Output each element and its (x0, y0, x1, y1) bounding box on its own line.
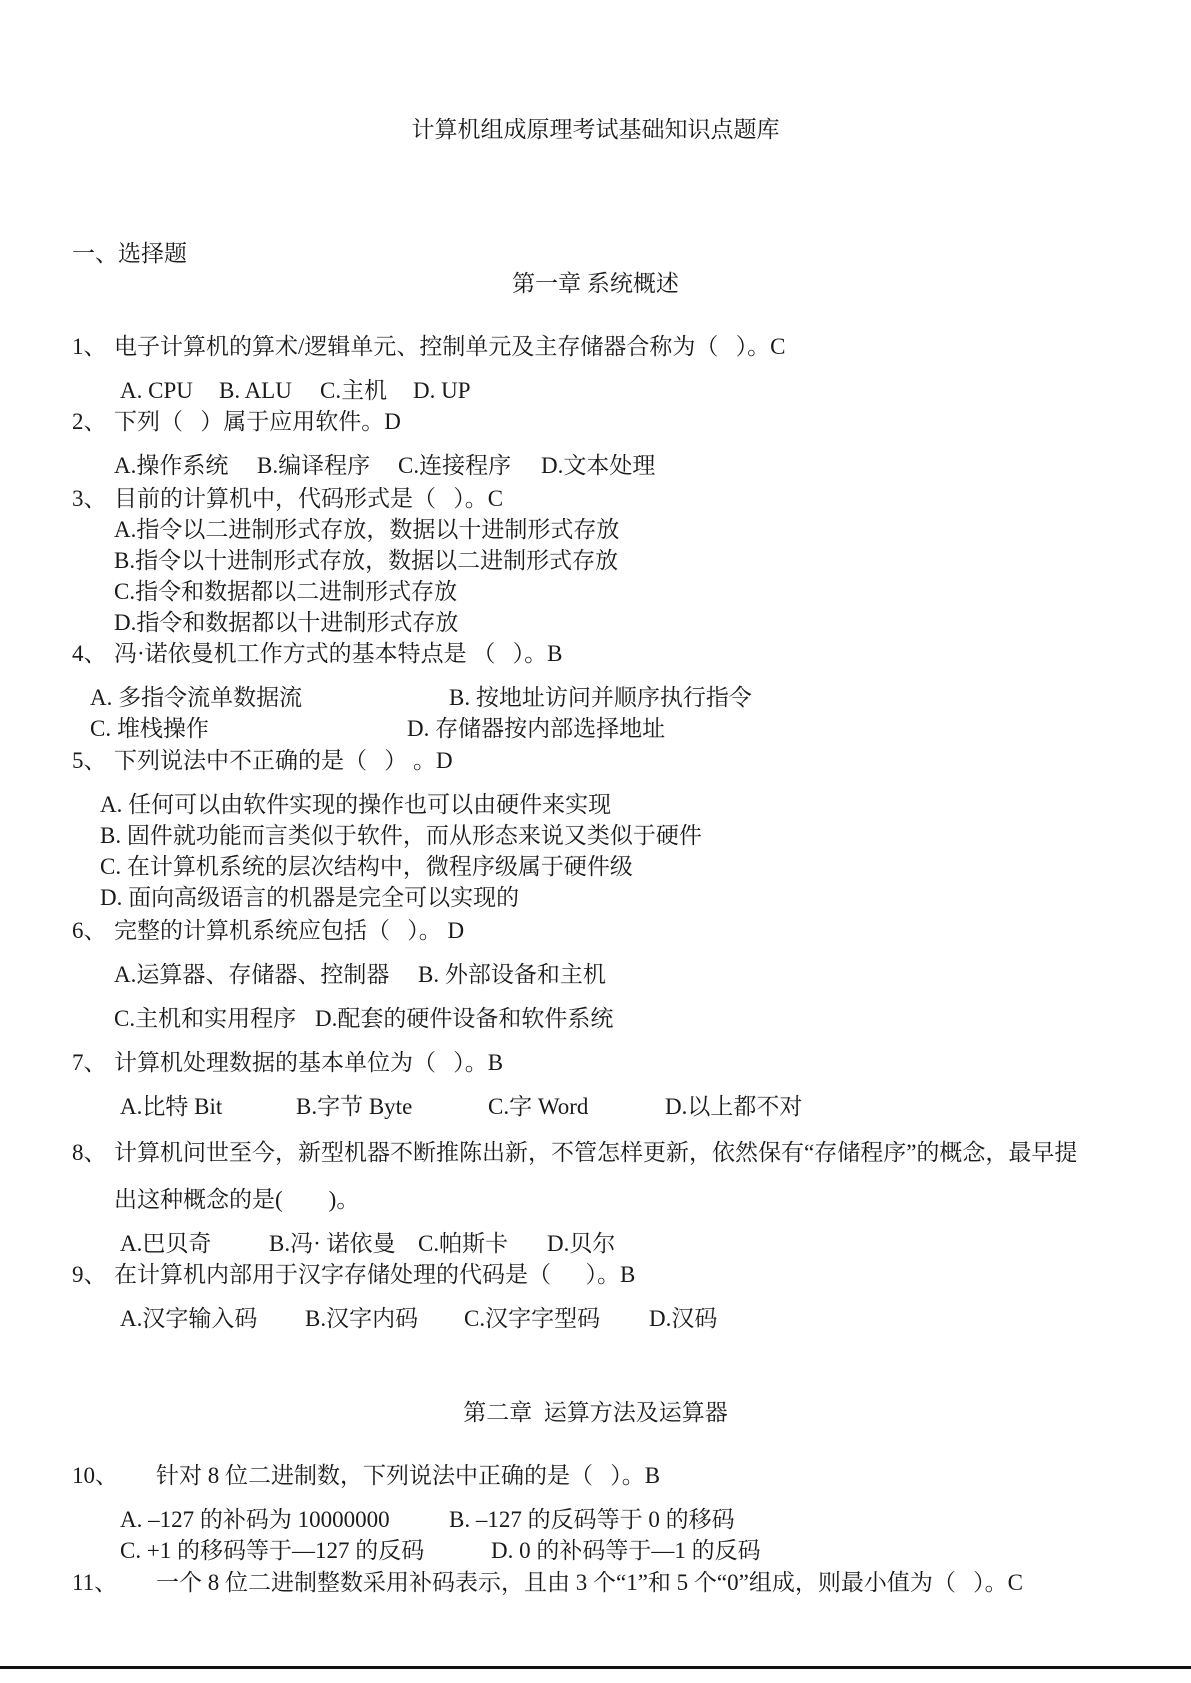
option-b: B.编译程序 (257, 453, 371, 478)
question-text: 计算机处理数据的基本单位为（ ）。B (114, 1050, 504, 1075)
question-text: 下列说法中不正确的是（ ） 。D (114, 748, 453, 773)
option-b: B. ALU (219, 378, 292, 403)
option-c: C.主机 (320, 378, 388, 403)
option-c: C.汉字字型码 (464, 1306, 601, 1331)
question-text: 计算机问世至今，新型机器不断推陈出新，不管怎样更新，依然保有“存储程序”的概念，最早提 (114, 1140, 1078, 1165)
option-b: B.指令以十进制形式存放，数据以二进制形式存放 (114, 548, 619, 573)
option-d: D. 存储器按内部选择地址 (407, 716, 666, 741)
question-text: 在计算机内部用于汉字存储处理的代码是（ ）。B (114, 1262, 636, 1287)
chapter-1-heading: 第一章 系统概述 (512, 271, 679, 296)
option-a: A.比特 Bit (120, 1094, 223, 1119)
option-b: B. –127 的反码等于 0 的移码 (449, 1507, 735, 1532)
question-text: 电子计算机的算术/逻辑单元、控制单元及主存储器合称为（ ）。C (114, 334, 786, 359)
question-number: 11、 (72, 1570, 118, 1595)
option-b: B.汉字内码 (305, 1306, 419, 1331)
option-d: D.贝尔 (547, 1231, 616, 1256)
option-a: A.运算器、存储器、控制器 (114, 962, 390, 987)
option-a: A.汉字输入码 (120, 1306, 258, 1331)
question-text: 冯·诺依曼机工作方式的基本特点是 （ ）。B (114, 641, 563, 666)
question-number: 4、 (72, 641, 107, 666)
option-c: C. +1 的移码等于—127 的反码 (120, 1538, 425, 1563)
option-b: B.冯· 诺依曼 (269, 1231, 396, 1256)
option-a: A. 任何可以由软件实现的操作也可以由硬件来实现 (100, 792, 612, 817)
question-text: 完整的计算机系统应包括（ ）。 D (114, 918, 465, 943)
option-d: D.汉码 (649, 1306, 718, 1331)
option-d: D.指令和数据都以十进制形式存放 (114, 610, 459, 635)
option-b: B. 按地址访问并顺序执行指令 (449, 685, 752, 710)
question-number: 3、 (72, 486, 107, 511)
page-title: 计算机组成原理考试基础知识点题库 (411, 117, 780, 142)
option-a: A. 多指令流单数据流 (90, 685, 303, 710)
option-a: A.指令以二进制形式存放，数据以十进制形式存放 (114, 517, 620, 542)
question-number: 1、 (72, 334, 107, 359)
option-a: A. CPU (120, 378, 193, 403)
question-text: 目前的计算机中，代码形式是（ ）。C (114, 486, 504, 511)
question-number: 8、 (72, 1140, 107, 1165)
option-a: A.巴贝奇 (120, 1231, 212, 1256)
option-c: C.主机和实用程序 (114, 1006, 297, 1031)
option-c: C. 堆栈操作 (90, 716, 209, 741)
option-c: C.字 Word (488, 1094, 589, 1119)
question-text-continued: 出这种概念的是( )。 (114, 1187, 360, 1212)
option-b: B.字节 Byte (296, 1094, 413, 1119)
question-number: 7、 (72, 1050, 107, 1075)
question-number: 6、 (72, 918, 107, 943)
option-d: D.配套的硬件设备和软件系统 (315, 1006, 614, 1031)
option-b: B. 固件就功能而言类似于软件，而从形态来说又类似于硬件 (100, 823, 702, 848)
page-bottom-rule (0, 1666, 1191, 1669)
option-c: C. 在计算机系统的层次结构中，微程序级属于硬件级 (100, 854, 633, 879)
option-c: C.指令和数据都以二进制形式存放 (114, 579, 458, 604)
question-number: 5、 (72, 748, 107, 773)
question-text: 一个 8 位二进制整数采用补码表示，且由 3 个“1”和 5 个“0”组成，则最小值为（ ）。C (156, 1570, 1023, 1595)
question-number: 10、 (72, 1463, 118, 1488)
question-text: 针对 8 位二进制数，下列说法中正确的是（ ）。B (156, 1463, 661, 1488)
section-heading: 一、选择题 (72, 241, 187, 266)
option-d: D. 0 的补码等于—1 的反码 (491, 1538, 761, 1563)
option-a: A.操作系统 (114, 453, 229, 478)
option-c: C.帕斯卡 (418, 1231, 509, 1256)
option-a: A. –127 的补码为 10000000 (120, 1507, 390, 1532)
question-number: 2、 (72, 409, 107, 434)
chapter-2-heading: 第二章 运算方法及运算器 (463, 1400, 728, 1425)
question-text: 下列（ ）属于应用软件。D (114, 409, 401, 434)
option-d: D.以上都不对 (665, 1094, 803, 1119)
option-d: D.文本处理 (541, 453, 656, 478)
option-d: D. 面向高级语言的机器是完全可以实现的 (100, 885, 520, 910)
question-number: 9、 (72, 1262, 107, 1287)
option-c: C.连接程序 (398, 453, 512, 478)
option-d: D. UP (413, 378, 471, 403)
option-b: B. 外部设备和主机 (418, 962, 606, 987)
